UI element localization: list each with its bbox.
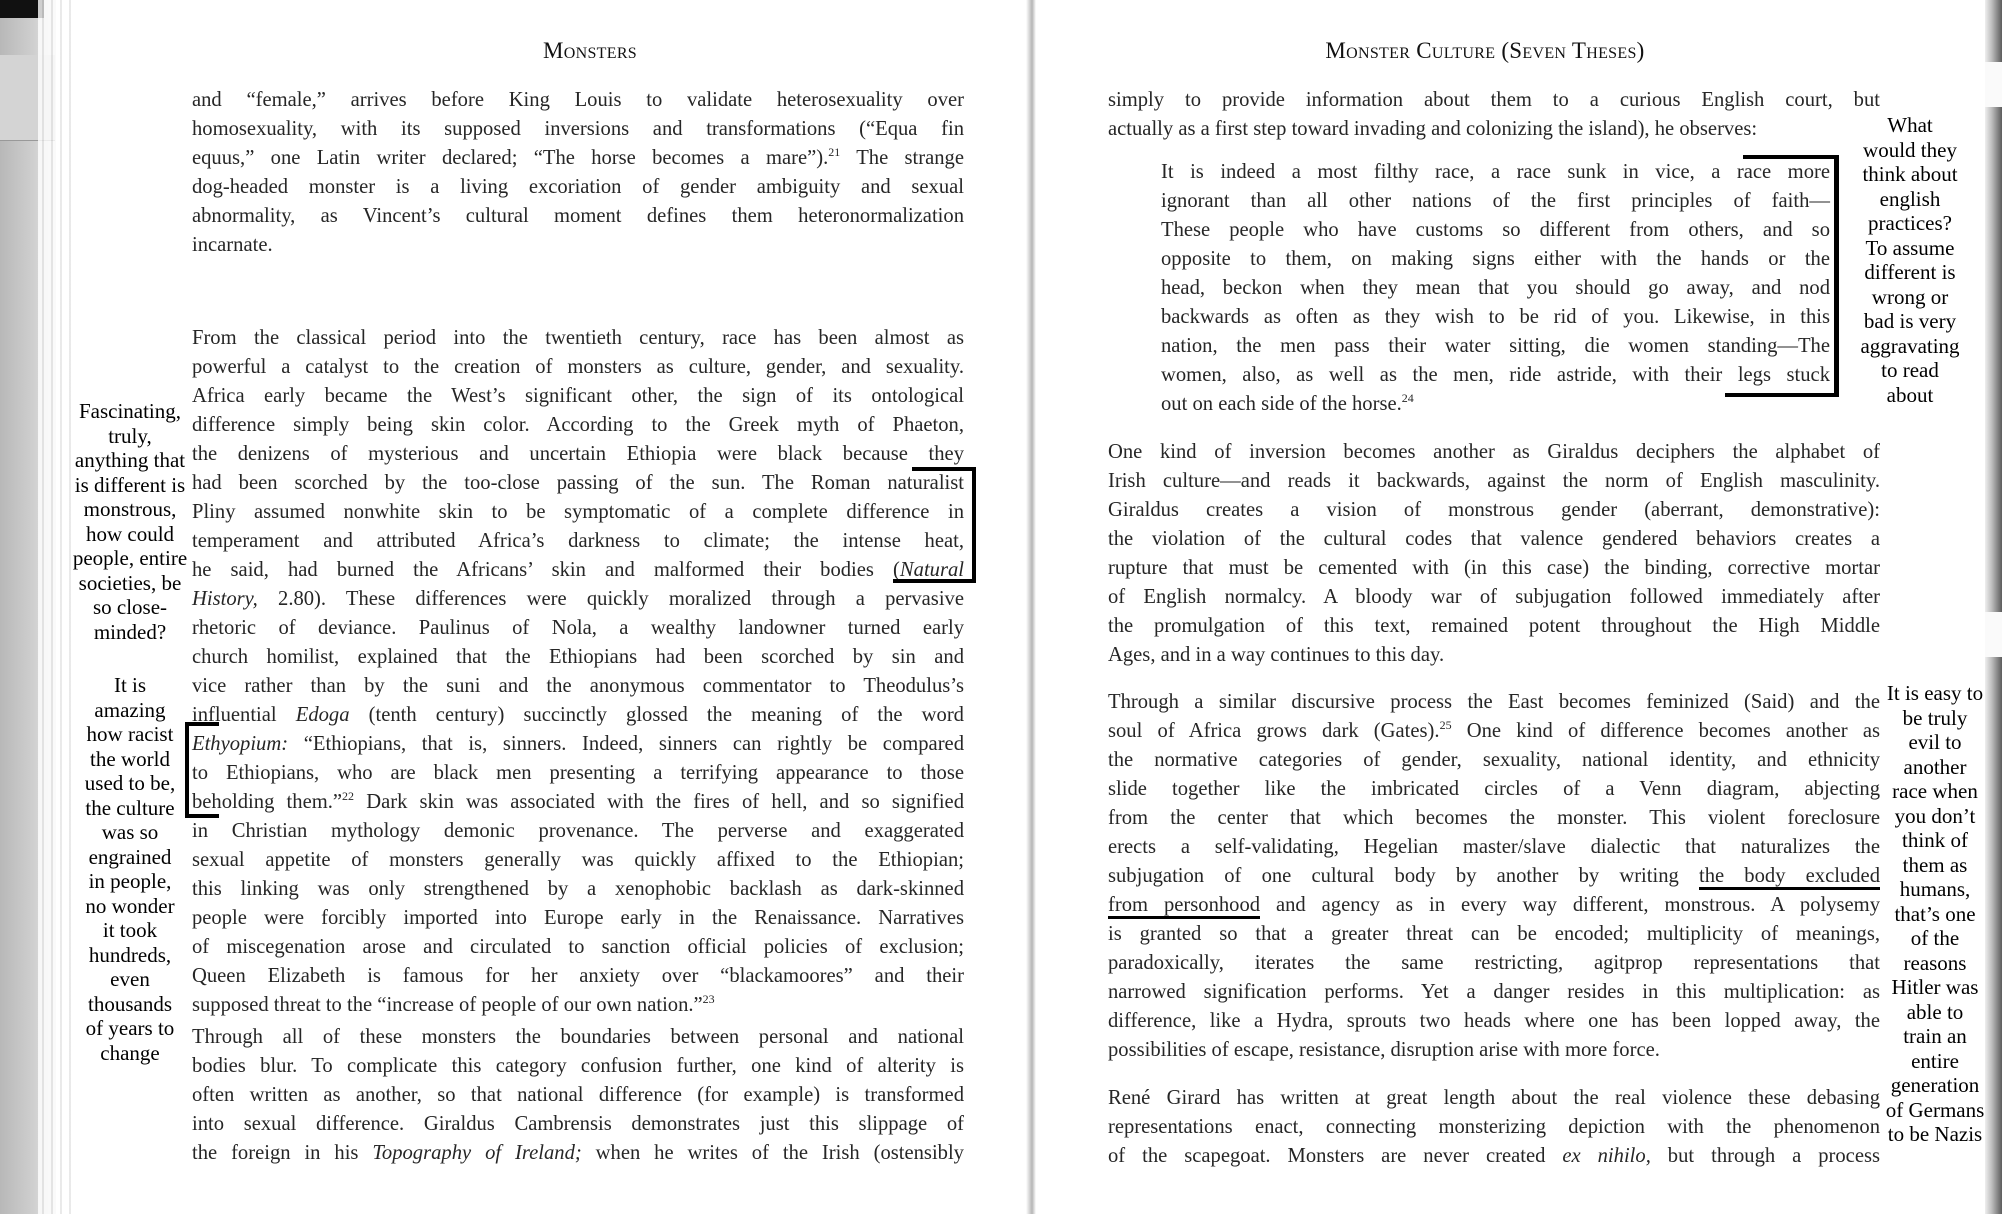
underlined-phrase: the body excluded: [1699, 865, 1880, 890]
text-line: actually as a first step toward invading and colonizing the island), he observes:: [1108, 118, 1758, 140]
text-line: beholding them.”$^{22}$ Dark skin was associated with the fires of hell, and so signified: [192, 789, 964, 813]
text-line: bodies blur. To complicate this category confusion further, one kind of alterity is: [192, 1055, 964, 1077]
text-line: this linking was only strengthened by a xenophobic backlash as dark-skinned: [192, 878, 964, 900]
bracket-mark-top: [1743, 155, 1838, 159]
text-line: had been scorched by the too-close passing of the sun. The Roman naturalist: [192, 472, 964, 494]
text-line: representations enact, connecting monsterizing depiction with the phenomenon: [1108, 1116, 1880, 1138]
text-line: the denizens of mysterious and uncertain Ethiopia were black because they: [192, 443, 964, 465]
margin-note-4: It is easy to be truly evil to another race when you don’t think of them as humans, that’s one of the reasons Hitler was able to train an entire generation of Germans to be Nazis: [1885, 681, 1985, 1146]
text-line: Pliny assumed nonwhite skin to be symptomatic of a complete difference in: [192, 501, 964, 523]
text-line: temperament and attributed Africa’s darkness to climate; the intense heat,: [192, 530, 964, 552]
text-line: soul of Africa grows dark (Gates).$^{25}$ One kind of difference becomes another as: [1108, 718, 1880, 742]
text-line: These people who have customs so different from others, and so: [1161, 219, 1830, 241]
text-line: opposite to them, on making signs either with the hands or the: [1161, 248, 1830, 270]
text-line: difference, like a Hydra, sprouts two heads where one has been lopped away, the: [1108, 1010, 1880, 1032]
text-line: vice rather than by the suni and the anonymous commentator to Theodulus’s: [192, 675, 964, 697]
underlined-phrase: from personhood: [1108, 894, 1260, 919]
text-line: the normative categories of gender, sexuality, national identity, and ethnicity: [1108, 749, 1880, 771]
margin-note-2: It is amazing how racist the world used to be, the culture was so engrained in people, no wonder it took hundreds, even thousands of years to change: [84, 673, 176, 1065]
left-paragraph-1: [192, 86, 964, 260]
text-line: often written as another, so that national difference (for example) is transformed: [192, 1084, 964, 1106]
text-line: church homilist, explained that the Ethiopians had been scorched by sin and: [192, 646, 964, 668]
book-gutter: [1026, 0, 1036, 1214]
text-line: women, also, as well as the men, ride astride, with their legs stuck: [1161, 364, 1830, 386]
text-line: people were forcibly imported into Europe early in the Renaissance. Narratives: [192, 907, 964, 929]
footnote-ref[interactable]: 25: [1439, 718, 1452, 733]
text-line: to Ethiopians, who are black men presenting a terrifying appearance to those: [192, 762, 964, 784]
text-line: simply to provide information about them to a curious English court, but: [1108, 89, 1880, 111]
text-line: Ages, and in a way continues to this day.: [1108, 644, 1445, 666]
text-line: rhetoric of deviance. Paulinus of Nola, a wealthy landowner turned early: [192, 617, 964, 639]
italic-title: Natural: [899, 559, 964, 581]
bracket-mark-side: [972, 467, 976, 583]
text-line: Through all of these monsters the boundaries between personal and national: [192, 1026, 964, 1048]
text-line: Ethyopium: “Ethiopians, that is, sinners. Indeed, sinners can rightly be compared: [192, 733, 964, 755]
text-line: equus,” one Latin writer declared; “The horse becomes a mare”).$^{21}$ The strange: [192, 145, 964, 169]
text-line: and “female,” arrives before King Louis to validate heterosexuality over: [192, 89, 964, 111]
text-line: homosexuality, with its supposed inversions and transformations (“Equa fin: [192, 118, 964, 140]
right-running-head: Monster Culture (Seven Theses): [1325, 38, 1645, 63]
left-paragraph-3: [192, 1023, 964, 1168]
text-line: from personhood and agency as in every way different, monstrous. A polysemy: [1108, 891, 1880, 920]
text-line: Through a similar discursive process the East becomes feminized (Said) and the: [1108, 691, 1880, 713]
left-paragraph-2: [192, 324, 964, 1020]
text-line: ignorant than all other nations of the first principles of faith—: [1161, 190, 1830, 212]
text-line: sexual appetite of monsters generally was quickly affixed to the Ethiopian;: [192, 849, 964, 871]
right-paragraph-3: [1108, 1084, 1880, 1171]
bracket-mark-top: [912, 467, 974, 471]
text-line: he said, had burned the Africans’ skin and malformed their bodies (Natural: [192, 559, 964, 581]
right-paragraph-2: [1108, 688, 1880, 1065]
text-line: of the scapegoat. Monsters are never created ex nihilo, but through a process: [1108, 1145, 1880, 1167]
text-line: subjugation of one cultural body by another by writing the body excluded: [1108, 862, 1880, 891]
right-intro: [1108, 86, 1880, 144]
text-line: slide together like the imbricated circles of a Venn diagram, abjecting: [1108, 778, 1880, 800]
text-line: powerful a catalyst to the creation of monsters as culture, gender, and sexuality.: [192, 356, 964, 378]
text-line: influential Edoga (tenth century) succinctly glossed the meaning of the word: [192, 704, 964, 726]
left-running-head: Monsters: [543, 38, 637, 63]
bracket-mark-bottom: [893, 579, 976, 583]
text-line: It is indeed a most filthy race, a race sunk in vice, a race more: [1161, 161, 1830, 183]
footnote-ref[interactable]: 21: [828, 145, 841, 160]
page-tab-gap: [1985, 62, 2002, 107]
text-line: Africa early became the West’s significant other, the sign of its ontological: [192, 385, 964, 407]
text-line: into sexual difference. Giraldus Cambrensis demonstrates just this slippage of: [192, 1113, 964, 1135]
text-line: rupture that must be cemented with (in this case) the binding, corrective mortar: [1108, 557, 1880, 579]
text-line: nation, the men pass their water sitting, die women standing—The: [1161, 335, 1830, 357]
text-line: the foreign in his Topography of Ireland; when he writes of the Irish (ostensibly: [192, 1142, 964, 1164]
text-line: supposed threat to the “increase of people of our own nation.”$^{23}$: [192, 992, 715, 1016]
text-line: Giraldus creates a vision of monstrous gender (aberrant, demonstrative):: [1108, 499, 1880, 521]
text-line: Irish culture—and reads it backwards, against the norm of English masculinity.: [1108, 470, 1880, 492]
text-line: in Christian mythology demonic provenance. The perverse and exaggerated: [192, 820, 964, 842]
text-line: erects a self-validating, Hegelian master/slave dialectic that naturalizes the: [1108, 836, 1880, 858]
text-line: backwards as often as they wish to be rid of you. Likewise, in this: [1161, 306, 1830, 328]
text-line: From the classical period into the twentieth century, race has been almost as: [192, 327, 964, 349]
text-line: René Girard has written at great length about the real violence these debasing: [1108, 1087, 1880, 1109]
text-line: incarnate.: [192, 234, 273, 256]
margin-note-1: Fascinating, truly, anything that is different is monstrous, how could people, entire societies, be so close- minded?: [72, 399, 188, 644]
text-line: Queen Elizabeth is famous for her anxiety over “blackamoores” and their: [192, 965, 964, 987]
bracket-mark-bottom: [1725, 393, 1839, 397]
right-paragraph-1: [1108, 438, 1880, 670]
margin-note-3: What would they think about english practices? To assume different is wrong or bad is very aggravating to read about: [1860, 113, 1960, 407]
text-line: of English normalcy. A bloody war of subjugation followed immediately after: [1108, 586, 1880, 608]
text-line: narrowed signification performs. Yet a danger resides in this multiplication: as: [1108, 981, 1880, 1003]
text-line: dog-headed monster is a living excoriation of gender ambiguity and sexual: [192, 176, 964, 198]
text-line: is granted so that a greater threat can be encoded; multiplicity of meanings,: [1108, 923, 1880, 945]
text-line: the violation of the cultural codes that valence gendered behaviors creates a: [1108, 528, 1880, 550]
text-line: History, 2.80). These differences were quickly moralized through a pervasive: [192, 588, 964, 610]
text-line: paradoxically, iterates the same restricting, agitprop representations that: [1108, 952, 1880, 974]
block-quote: [1161, 158, 1830, 419]
text-line: of miscegenation arose and circulated to sanction official policies of exclusion;: [192, 936, 964, 958]
text-line: from the center that which becomes the monster. This violent foreclosure: [1108, 807, 1880, 829]
footnote-ref[interactable]: 22: [342, 789, 355, 804]
text-line: out on each side of the horse.$^{24}$: [1161, 391, 1414, 415]
text-line: abnormality, as Vincent’s cultural moment defines them heteronormalization: [192, 205, 964, 227]
bracket-mark-side: [1834, 155, 1839, 396]
text-line: difference simply being skin color. According to the Greek myth of Phaeton,: [192, 414, 964, 436]
text-line: head, beckon when they mean that you should go away, and nod: [1161, 277, 1830, 299]
text-line: the promulgation of this text, remained potent throughout the High Middle: [1108, 615, 1880, 637]
footnote-ref[interactable]: 23: [702, 992, 715, 1007]
text-line: possibilities of escape, resistance, disruption arise with more force.: [1108, 1039, 1660, 1061]
footnote-ref[interactable]: 24: [1401, 391, 1414, 406]
page-tab-gap: [1985, 612, 2002, 657]
text-line: One kind of inversion becomes another as Giraldus deciphers the alphabet of: [1108, 441, 1880, 463]
